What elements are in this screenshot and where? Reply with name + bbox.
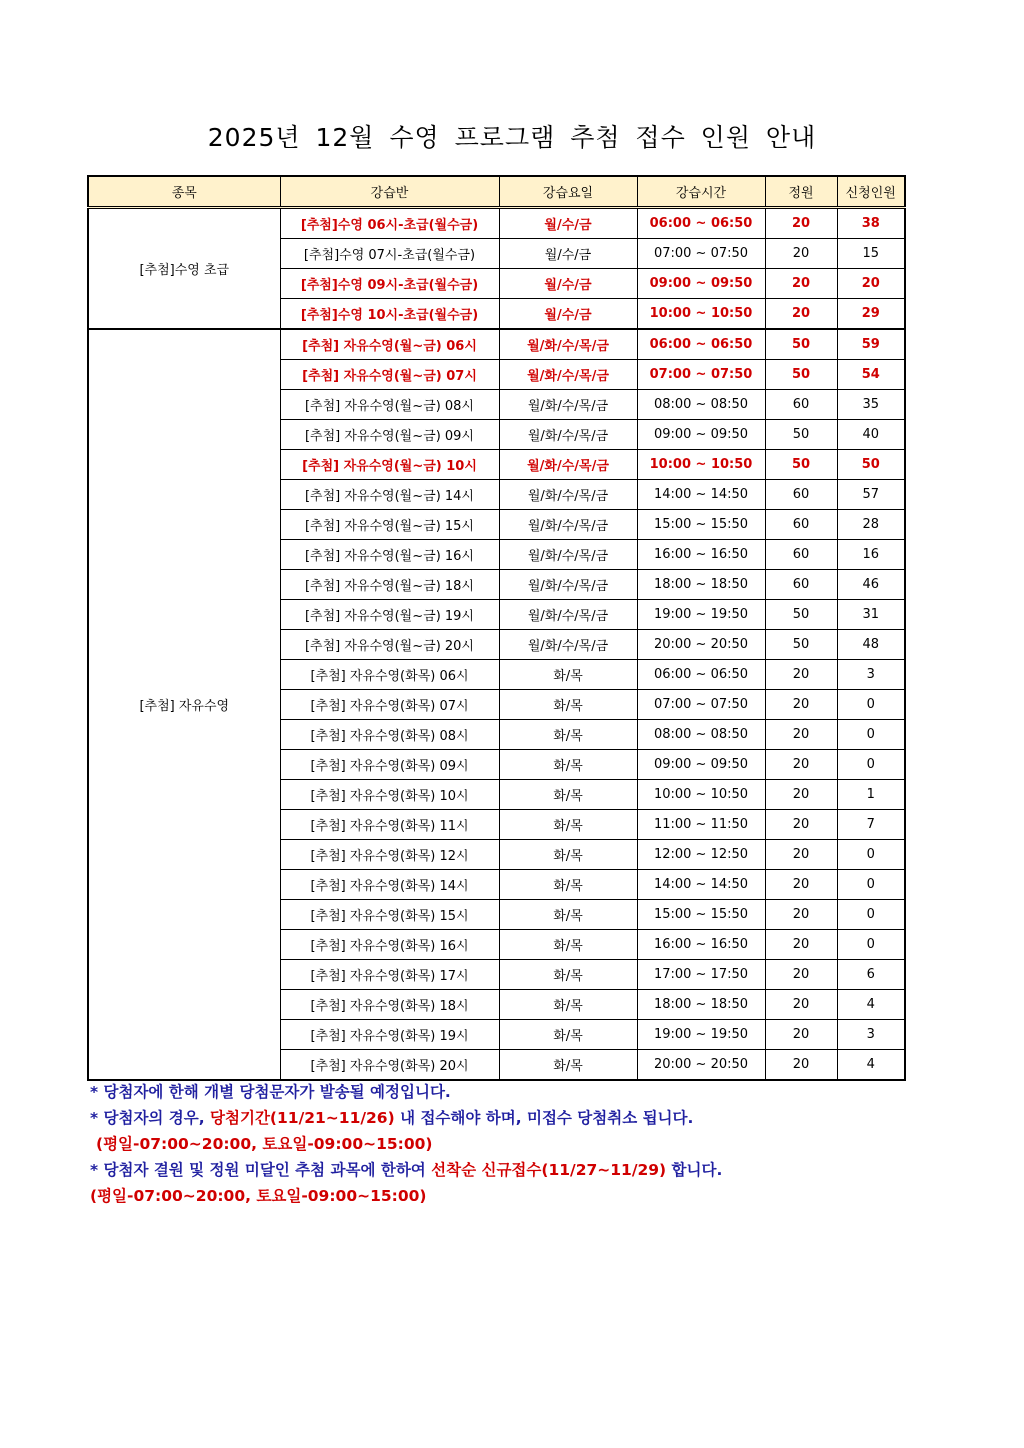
days-cell: 화/목 [499, 780, 637, 810]
table-header-row [88, 176, 905, 208]
note-2-text: * 당첨자의 경우, [90, 1109, 211, 1127]
days-cell: 화/목 [499, 870, 637, 900]
page-title: 2025년 12월 수영 프로그램 추첨 접수 인원 안내 [207, 123, 817, 152]
capacity-cell: 20 [765, 1020, 837, 1050]
days-cell: 화/목 [499, 810, 637, 840]
time-cell: 12:00 ~ 12:50 [637, 840, 765, 870]
applicants-cell: 35 [837, 390, 905, 420]
time-cell: 09:00 ~ 09:50 [637, 269, 765, 299]
days-cell: 화/목 [499, 900, 637, 930]
class-cell: [추첨] 자유수영(화목) 07시 [280, 690, 499, 720]
time-cell: 20:00 ~ 20:50 [637, 1050, 765, 1081]
header-time: 강습시간 [637, 176, 765, 208]
class-cell: [추첨] 자유수영(월~금) 20시 [280, 630, 499, 660]
capacity-cell: 60 [765, 480, 837, 510]
time-cell: 15:00 ~ 15:50 [637, 900, 765, 930]
class-cell: [추첨]수영 06시-초급(월수금) [280, 208, 499, 239]
class-cell: [추첨] 자유수영(화목) 17시 [280, 960, 499, 990]
applicants-cell: 0 [837, 690, 905, 720]
days-cell: 월/화/수/목/금 [499, 360, 637, 390]
capacity-cell: 20 [765, 269, 837, 299]
class-cell: [추첨] 자유수영(화목) 12시 [280, 840, 499, 870]
time-cell: 06:00 ~ 06:50 [637, 660, 765, 690]
time-cell: 10:00 ~ 10:50 [637, 299, 765, 330]
time-cell: 19:00 ~ 19:50 [637, 1020, 765, 1050]
days-cell: 월/수/금 [499, 269, 637, 299]
days-cell: 월/수/금 [499, 208, 637, 239]
capacity-cell: 20 [765, 1050, 837, 1081]
applicants-cell: 48 [837, 630, 905, 660]
capacity-cell: 20 [765, 810, 837, 840]
applicants-cell: 54 [837, 360, 905, 390]
applicants-cell: 16 [837, 540, 905, 570]
capacity-cell: 60 [765, 510, 837, 540]
time-cell: 10:00 ~ 10:50 [637, 450, 765, 480]
capacity-cell: 20 [765, 239, 837, 269]
applicants-cell: 0 [837, 870, 905, 900]
class-cell: [추첨] 자유수영(화목) 14시 [280, 870, 499, 900]
class-cell: [추첨] 자유수영(월~금) 15시 [280, 510, 499, 540]
applicants-cell: 4 [837, 990, 905, 1020]
days-cell: 화/목 [499, 930, 637, 960]
days-cell: 월/화/수/목/금 [499, 600, 637, 630]
notes [90, 1079, 722, 1209]
capacity-cell: 60 [765, 570, 837, 600]
capacity-cell: 20 [765, 690, 837, 720]
time-cell: 18:00 ~ 18:50 [637, 570, 765, 600]
applicants-cell: 57 [837, 480, 905, 510]
capacity-cell: 20 [765, 780, 837, 810]
applicants-cell: 7 [837, 810, 905, 840]
applicants-cell: 0 [837, 720, 905, 750]
category-cell: [추첨]수영 초급 [88, 208, 280, 330]
enrollment-table [87, 175, 906, 1081]
days-cell: 화/목 [499, 660, 637, 690]
applicants-cell: 40 [837, 420, 905, 450]
class-cell: [추첨] 자유수영(화목) 19시 [280, 1020, 499, 1050]
time-cell: 17:00 ~ 17:50 [637, 960, 765, 990]
capacity-cell: 50 [765, 329, 837, 360]
time-cell: 15:00 ~ 15:50 [637, 510, 765, 540]
applicants-cell: 20 [837, 269, 905, 299]
days-cell: 화/목 [499, 960, 637, 990]
header-capacity: 정원 [765, 176, 837, 208]
capacity-cell: 60 [765, 540, 837, 570]
capacity-cell: 20 [765, 660, 837, 690]
header-category: 종목 [88, 176, 280, 208]
applicants-cell: 31 [837, 600, 905, 630]
note-4-text-end: 합니다. [666, 1161, 723, 1179]
time-cell: 07:00 ~ 07:50 [637, 360, 765, 390]
capacity-cell: 20 [765, 208, 837, 239]
time-cell: 16:00 ~ 16:50 [637, 930, 765, 960]
note-5-hours: (평일-07:00~20:00, 토요일-09:00~15:00) [90, 1187, 427, 1205]
class-cell: [추첨] 자유수영(월~금) 14시 [280, 480, 499, 510]
class-cell: [추첨] 자유수영(화목) 06시 [280, 660, 499, 690]
days-cell: 월/화/수/목/금 [499, 450, 637, 480]
time-cell: 19:00 ~ 19:50 [637, 600, 765, 630]
class-cell: [추첨] 자유수영(월~금) 07시 [280, 360, 499, 390]
time-cell: 14:00 ~ 14:50 [637, 870, 765, 900]
note-3-hours: (평일-07:00~20:00, 토요일-09:00~15:00) [96, 1135, 433, 1153]
time-cell: 09:00 ~ 09:50 [637, 420, 765, 450]
days-cell: 월/화/수/목/금 [499, 630, 637, 660]
applicants-cell: 6 [837, 960, 905, 990]
capacity-cell: 50 [765, 420, 837, 450]
header-days: 강습요일 [499, 176, 637, 208]
applicants-cell: 0 [837, 750, 905, 780]
note-1: * 당첨자에 한해 개별 당첨문자가 발송될 예정입니다. [90, 1083, 451, 1101]
capacity-cell: 20 [765, 900, 837, 930]
time-cell: 14:00 ~ 14:50 [637, 480, 765, 510]
days-cell: 월/수/금 [499, 239, 637, 269]
days-cell: 화/목 [499, 990, 637, 1020]
class-cell: [추첨] 자유수영(화목) 15시 [280, 900, 499, 930]
class-cell: [추첨] 자유수영(화목) 09시 [280, 750, 499, 780]
applicants-cell: 46 [837, 570, 905, 600]
time-cell: 09:00 ~ 09:50 [637, 750, 765, 780]
days-cell: 월/화/수/목/금 [499, 570, 637, 600]
time-cell: 18:00 ~ 18:50 [637, 990, 765, 1020]
capacity-cell: 20 [765, 840, 837, 870]
header-class: 강습반 [280, 176, 499, 208]
days-cell: 월/화/수/목/금 [499, 540, 637, 570]
note-2-text-end: 내 접수해야 하며, 미접수 당첨취소 됩니다. [394, 1109, 694, 1127]
applicants-cell: 59 [837, 329, 905, 360]
time-cell: 11:00 ~ 11:50 [637, 810, 765, 840]
class-cell: [추첨]수영 10시-초급(월수금) [280, 299, 499, 330]
applicants-cell: 0 [837, 900, 905, 930]
time-cell: 07:00 ~ 07:50 [637, 690, 765, 720]
header-applicants: 신청인원 [837, 176, 905, 208]
capacity-cell: 50 [765, 600, 837, 630]
applicants-cell: 28 [837, 510, 905, 540]
applicants-cell: 29 [837, 299, 905, 330]
applicants-cell: 4 [837, 1050, 905, 1081]
capacity-cell: 50 [765, 630, 837, 660]
days-cell: 월/화/수/목/금 [499, 480, 637, 510]
days-cell: 화/목 [499, 840, 637, 870]
time-cell: 20:00 ~ 20:50 [637, 630, 765, 660]
note-4-period: 선착순 신규접수(11/27~11/29) [431, 1161, 667, 1179]
class-cell: [추첨] 자유수영(화목) 08시 [280, 720, 499, 750]
capacity-cell: 20 [765, 990, 837, 1020]
applicants-cell: 15 [837, 239, 905, 269]
days-cell: 월/화/수/목/금 [499, 510, 637, 540]
days-cell: 월/화/수/목/금 [499, 390, 637, 420]
table-row [88, 329, 905, 360]
class-cell: [추첨] 자유수영(월~금) 16시 [280, 540, 499, 570]
applicants-cell: 3 [837, 1020, 905, 1050]
days-cell: 화/목 [499, 690, 637, 720]
capacity-cell: 20 [765, 960, 837, 990]
time-cell: 10:00 ~ 10:50 [637, 780, 765, 810]
capacity-cell: 20 [765, 299, 837, 330]
note-4-text: * 당첨자 결원 및 정원 미달인 추첨 과목에 한하여 [90, 1161, 432, 1179]
class-cell: [추첨] 자유수영(화목) 20시 [280, 1050, 499, 1081]
capacity-cell: 20 [765, 870, 837, 900]
class-cell: [추첨] 자유수영(화목) 18시 [280, 990, 499, 1020]
applicants-cell: 0 [837, 840, 905, 870]
applicants-cell: 0 [837, 930, 905, 960]
capacity-cell: 50 [765, 360, 837, 390]
time-cell: 08:00 ~ 08:50 [637, 720, 765, 750]
applicants-cell: 50 [837, 450, 905, 480]
class-cell: [추첨]수영 07시-초급(월수금) [280, 239, 499, 269]
table-row [88, 208, 905, 239]
days-cell: 화/목 [499, 720, 637, 750]
class-cell: [추첨] 자유수영(화목) 16시 [280, 930, 499, 960]
days-cell: 월/화/수/목/금 [499, 329, 637, 360]
applicants-cell: 1 [837, 780, 905, 810]
class-cell: [추첨] 자유수영(월~금) 18시 [280, 570, 499, 600]
class-cell: [추첨]수영 09시-초급(월수금) [280, 269, 499, 299]
capacity-cell: 20 [765, 750, 837, 780]
time-cell: 06:00 ~ 06:50 [637, 329, 765, 360]
applicants-cell: 3 [837, 660, 905, 690]
time-cell: 06:00 ~ 06:50 [637, 208, 765, 239]
note-2 [90, 1105, 722, 1131]
capacity-cell: 20 [765, 720, 837, 750]
days-cell: 화/목 [499, 750, 637, 780]
note-2-period: 당첨기간(11/21~11/26) [210, 1109, 395, 1127]
capacity-cell: 60 [765, 390, 837, 420]
class-cell: [추첨] 자유수영(월~금) 06시 [280, 329, 499, 360]
note-4 [90, 1157, 722, 1183]
class-cell: [추첨] 자유수영(월~금) 08시 [280, 390, 499, 420]
capacity-cell: 20 [765, 930, 837, 960]
time-cell: 08:00 ~ 08:50 [637, 390, 765, 420]
applicants-cell: 38 [837, 208, 905, 239]
days-cell: 월/수/금 [499, 299, 637, 330]
time-cell: 07:00 ~ 07:50 [637, 239, 765, 269]
class-cell: [추첨] 자유수영(화목) 10시 [280, 780, 499, 810]
days-cell: 월/화/수/목/금 [499, 420, 637, 450]
class-cell: [추첨] 자유수영(월~금) 19시 [280, 600, 499, 630]
class-cell: [추첨] 자유수영(월~금) 09시 [280, 420, 499, 450]
days-cell: 화/목 [499, 1050, 637, 1081]
class-cell: [추첨] 자유수영(화목) 11시 [280, 810, 499, 840]
time-cell: 16:00 ~ 16:50 [637, 540, 765, 570]
class-cell: [추첨] 자유수영(월~금) 10시 [280, 450, 499, 480]
category-cell: [추첨] 자유수영 [88, 329, 280, 1080]
capacity-cell: 50 [765, 450, 837, 480]
days-cell: 화/목 [499, 1020, 637, 1050]
